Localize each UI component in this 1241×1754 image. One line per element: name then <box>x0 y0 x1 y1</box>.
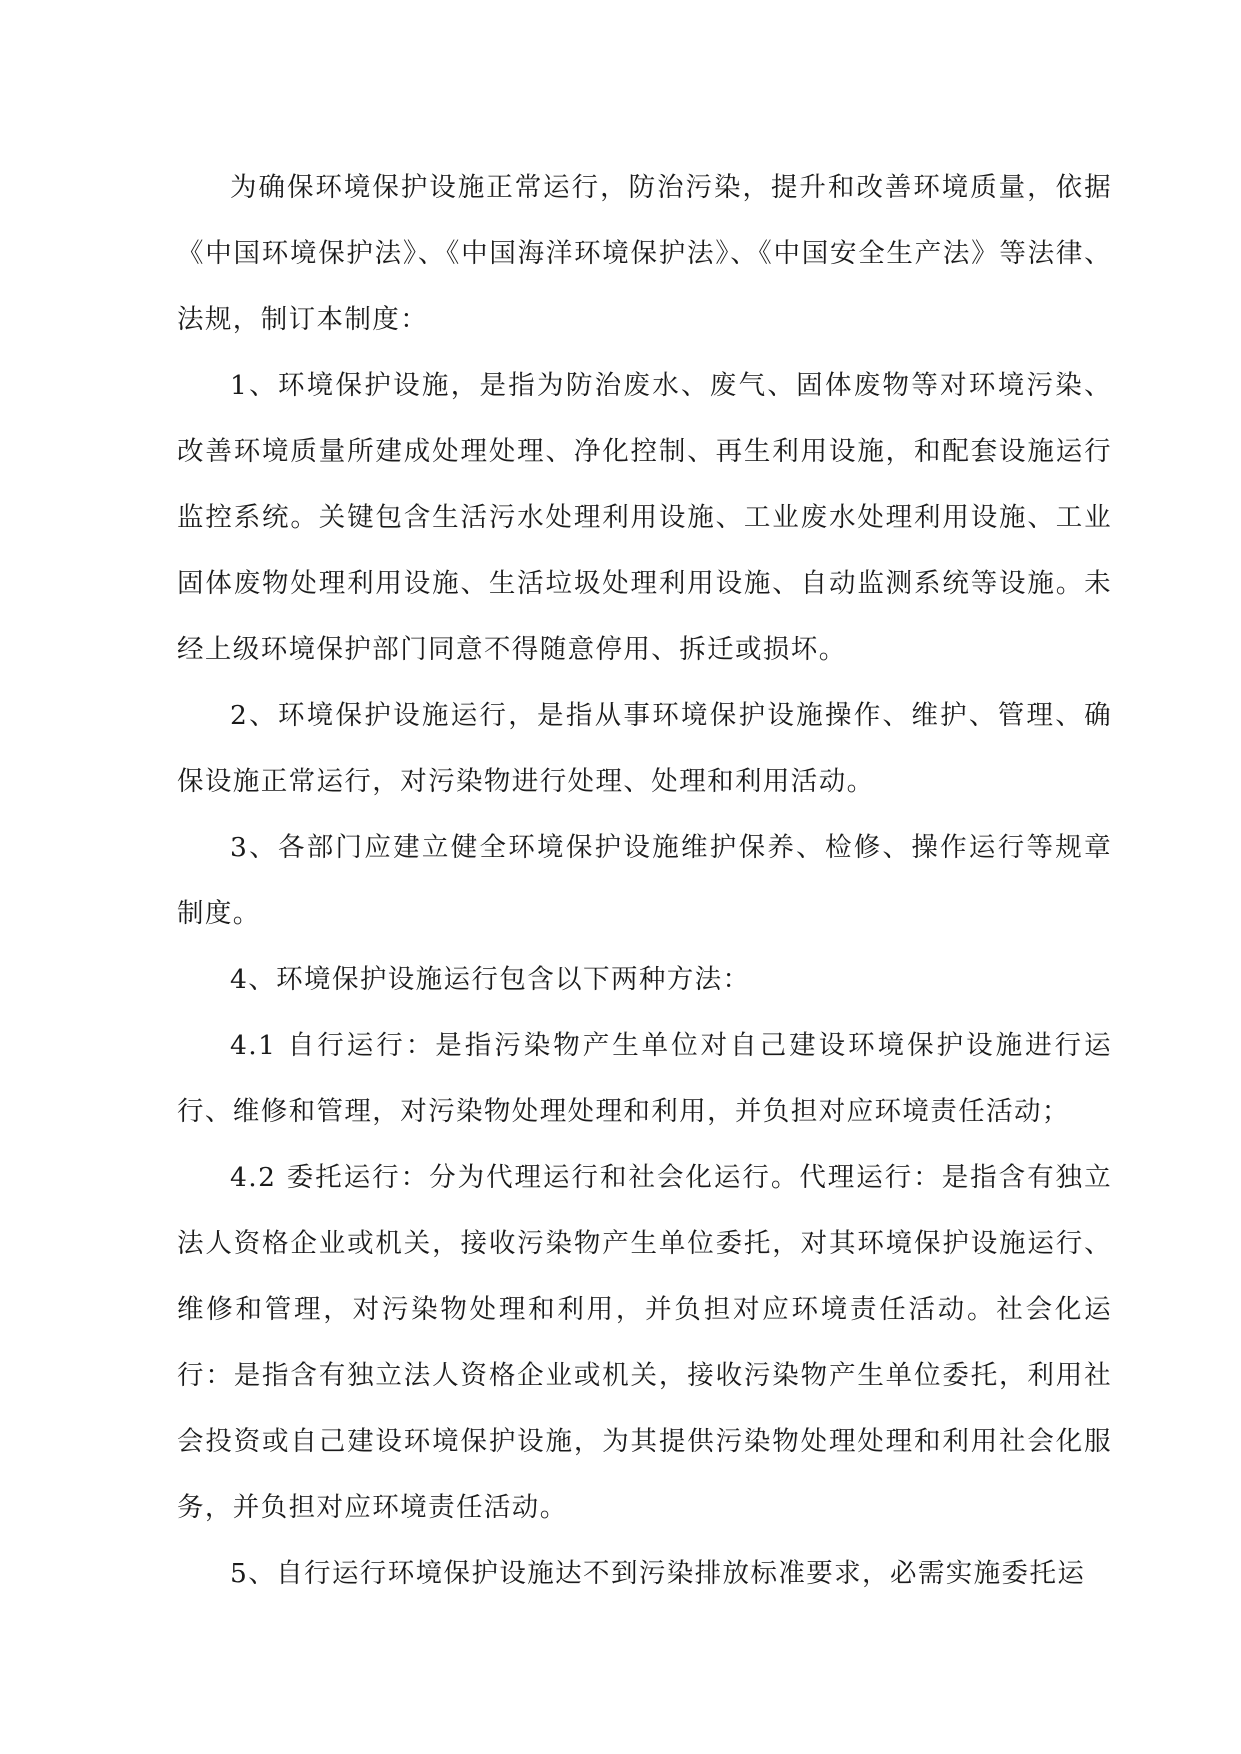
paragraph-item-4-2: 4.2 委托运行：分为代理运行和社会化运行。代理运行：是指含有独立法人资格企业或机关，接收污染物产生单位委托，对其环境保护设施运行、维修和管理，对污染物处理和利用，并负担对应环境责任活动。社会化运行：是指含有独立法人资格企业或机关，接收污染物产生单位委托，利用社会投资或自己建设环境保护设施，为其提供污染物处理处理和利用社会化服务，并负担对应环境责任活动。 <box>177 1162 1112 1523</box>
paragraph-intro: 为确保环境保护设施正常运行，防治污染，提升和改善环境质量，依据《中国环境保护法》、《中国海洋环境保护法》、《中国安全生产法》等法律、法规，制订本制度： <box>177 172 1112 335</box>
paragraph-item-3: 3、各部门应建立健全环境保护设施维护保养、检修、操作运行等规章制度。 <box>177 832 1112 929</box>
paragraph-item-2: 2、环境保护设施运行，是指从事环境保护设施操作、维护、管理、确保设施正常运行，对污染物进行处理、处理和利用活动。 <box>177 700 1112 797</box>
paragraph-item-1: 1、环境保护设施，是指为防治废水、废气、固体废物等对环境污染、改善环境质量所建成处理处理、净化控制、再生利用设施，和配套设施运行监控系统。关键包含生活污水处理利用设施、工业废水处理利用设施、工业固体废物处理利用设施、生活垃圾处理利用设施、自动监测系统等设施。未经上级环境保护部门同意不得随意停用、拆迁或损坏。 <box>177 370 1112 665</box>
paragraph-item-5: 5、自行运行环境保护设施达不到污染排放标准要求，必需实施委托运 <box>230 1558 1086 1589</box>
paragraph-item-4: 4、环境保护设施运行包含以下两种方法： <box>230 964 751 995</box>
document-body <box>177 155 1112 1607</box>
paragraph-item-4-1: 4.1 自行运行：是指污染物产生单位对自己建设环境保护设施进行运行、维修和管理，对污染物处理处理和利用，并负担对应环境责任活动； <box>177 1030 1112 1127</box>
